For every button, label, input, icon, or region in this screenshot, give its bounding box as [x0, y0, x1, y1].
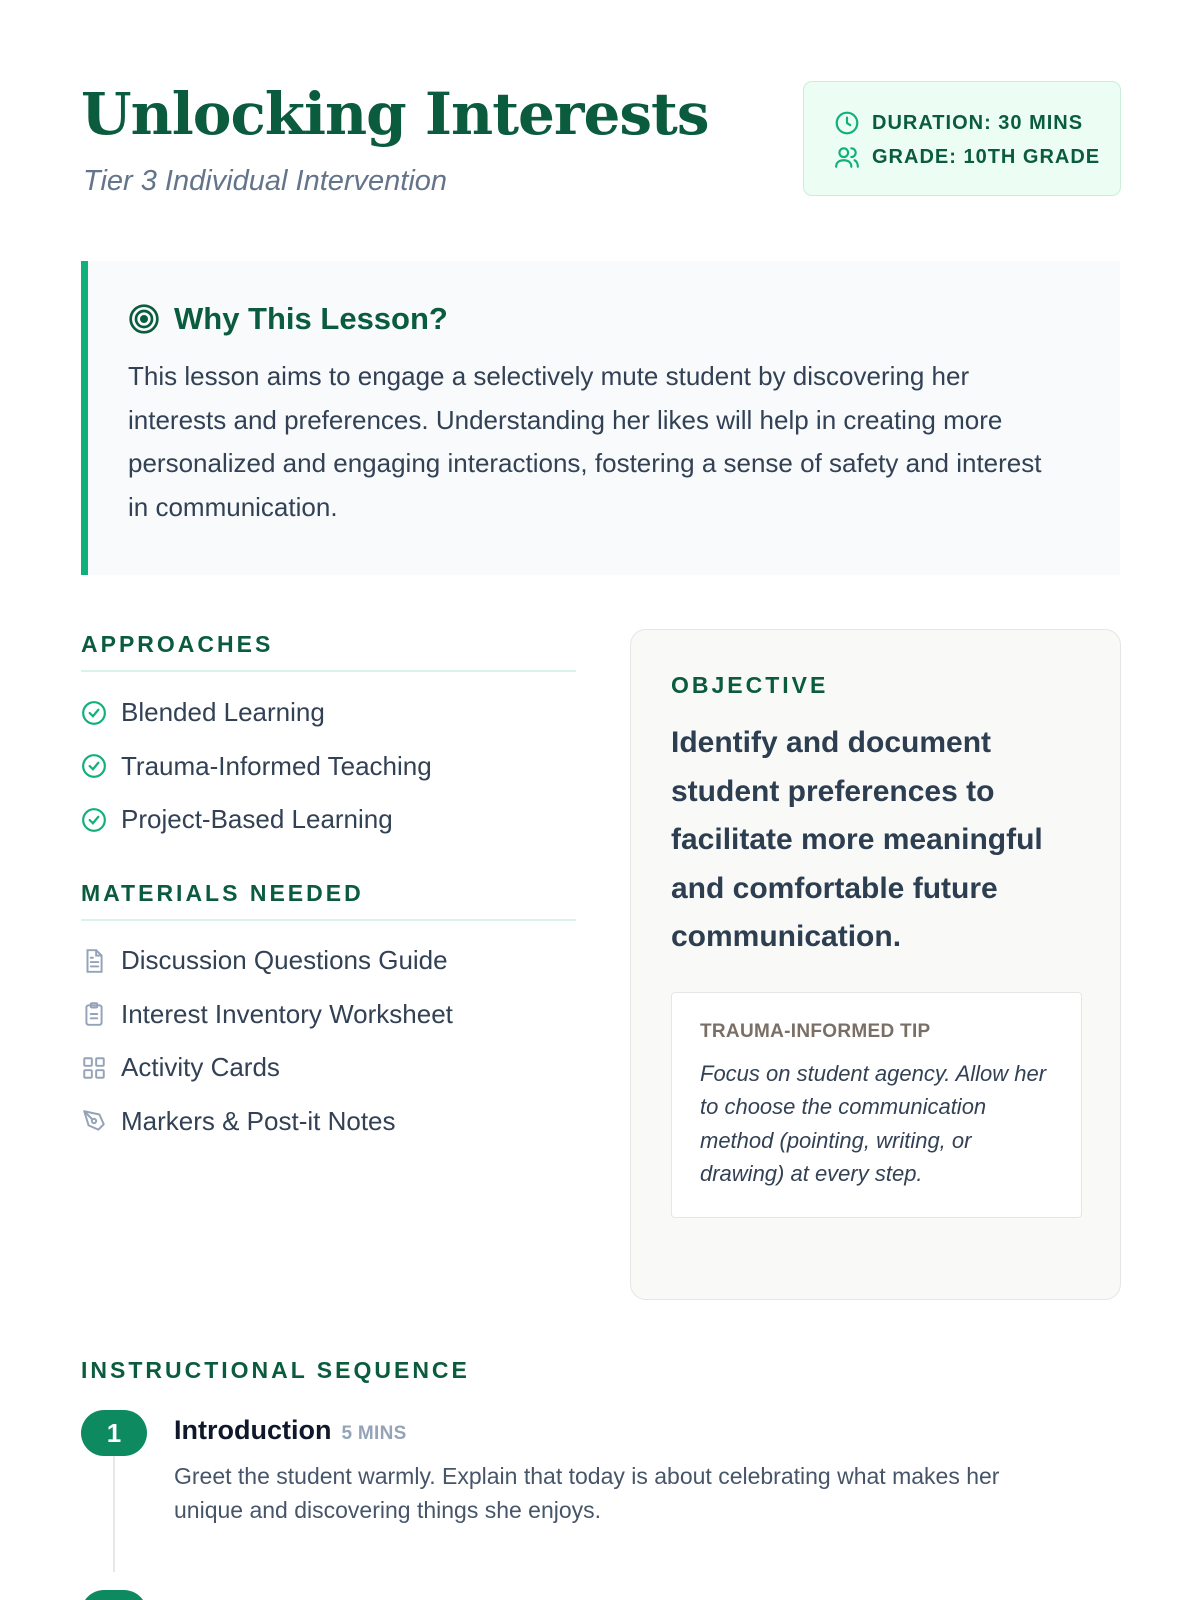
step-description: Greet the student warmly. Explain that today is about celebrating what makes her unique and discovering things she enjoys. — [174, 1463, 1000, 1523]
objective-card — [630, 629, 1121, 1300]
approach-label: Project-Based Learning — [121, 804, 393, 835]
material-label: Discussion Questions Guide — [121, 945, 448, 976]
pen-tool-icon — [81, 1108, 107, 1134]
page-subtitle: Tier 3 Individual Intervention — [83, 165, 448, 197]
step-title-row — [174, 1415, 407, 1446]
why-header — [128, 301, 1060, 337]
step-connector — [113, 1456, 115, 1572]
step-duration: 5 MINS — [341, 1423, 407, 1444]
list-item — [81, 934, 576, 988]
step-number-badge — [81, 1590, 147, 1600]
trauma-informed-tip — [671, 992, 1082, 1218]
approaches-heading: APPROACHES — [81, 631, 576, 672]
list-item — [81, 1041, 576, 1095]
approach-label: Blended Learning — [121, 697, 325, 728]
why-title: Why This Lesson? — [174, 301, 448, 336]
material-label: Interest Inventory Worksheet — [121, 998, 453, 1029]
approach-label: Trauma-Informed Teaching — [121, 750, 432, 781]
page-title: Unlocking Interests — [81, 80, 709, 148]
list-item — [81, 686, 576, 740]
list-item — [81, 740, 576, 794]
check-circle-icon — [81, 807, 107, 833]
grid-icon — [81, 1055, 107, 1081]
lesson-meta-box — [803, 81, 1121, 196]
material-label: Activity Cards — [121, 1052, 280, 1083]
document-icon — [81, 948, 107, 974]
why-this-lesson-box — [81, 261, 1120, 575]
clock-icon — [834, 110, 860, 136]
materials-heading: MATERIALS NEEDED — [81, 880, 576, 921]
objective-text: Identify and document student preferences to facilitate more meaningful and comfortable future communication. — [671, 726, 1043, 953]
step-title: Introduction — [174, 1415, 332, 1445]
duration-row — [834, 106, 1120, 140]
objective-heading: OBJECTIVE — [671, 672, 829, 698]
material-label: Markers & Post-it Notes — [121, 1105, 396, 1136]
list-item — [81, 1095, 576, 1149]
step-number-badge: 1 — [81, 1410, 147, 1456]
check-circle-icon — [81, 700, 107, 726]
target-icon — [128, 303, 160, 335]
grade-row — [834, 140, 1120, 174]
tip-heading: TRAUMA-INFORMED TIP — [700, 1020, 931, 1042]
tip-text: Focus on student agency. Allow her to choose the communication method (pointing, writing, or drawing) at every step. — [700, 1060, 1047, 1186]
check-circle-icon — [81, 753, 107, 779]
why-text: This lesson aims to engage a selectively mute student by discovering her interests and preferences. Understanding her likes will help in creating more personalized and engaging interactions, fostering a sense of safety and interest in communication. — [128, 361, 1042, 522]
list-item — [81, 793, 576, 847]
materials-list — [81, 934, 576, 1148]
approaches-list — [81, 686, 576, 847]
grade-label: GRADE: 10TH GRADE — [872, 145, 1101, 168]
list-item — [81, 988, 576, 1042]
duration-label: DURATION: 30 MINS — [872, 111, 1084, 134]
clipboard-icon — [81, 1001, 107, 1027]
users-icon — [834, 144, 860, 170]
sequence-heading: INSTRUCTIONAL SEQUENCE — [81, 1357, 470, 1383]
